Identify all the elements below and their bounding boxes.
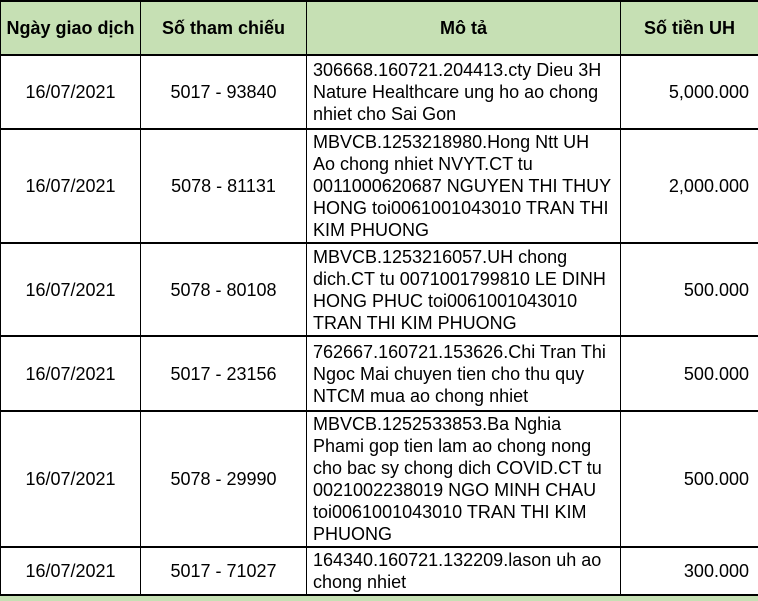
cell-ref: 5017 - 93840 [141,55,307,129]
table-row [1,55,758,129]
cell-date: 16/07/2021 [1,411,141,547]
cell-ref: 5078 - 29990 [141,411,307,547]
header-row [1,1,758,55]
cell-ref: 5078 - 80108 [141,243,307,336]
cell-date: 16/07/2021 [1,243,141,336]
next-row-partial-strip [0,596,758,601]
cell-date: 16/07/2021 [1,336,141,411]
header-cell-amount: Số tiền UH [621,1,758,55]
cell-desc: 306668.160721.204413.cty Dieu 3H Nature Healthcare ung ho ao chong nhiet cho Sai Gon [307,55,621,129]
cell-amount: 500.000 [621,336,758,411]
cell-ref: 5017 - 23156 [141,336,307,411]
cell-desc: 164340.160721.132209.lason uh ao chong nhiet [307,547,621,595]
table-row [1,336,758,411]
table-row [1,129,758,243]
header-cell-desc: Mô tả [307,1,621,55]
table-row [1,243,758,336]
cell-desc: MBVCB.1253218980.Hong Ntt UH Ao chong nhiet NVYT.CT tu 0011000620687 NGUYEN THI THUY HONG toi0061001043010 TRAN THI KIM PHUONG [307,129,621,243]
cell-desc: 762667.160721.153626.Chi Tran Thi Ngoc Mai chuyen tien cho thu quy NTCM mua ao chong nhiet [307,336,621,411]
cell-ref: 5078 - 81131 [141,129,307,243]
cell-amount: 2,000.000 [621,129,758,243]
table-row [1,411,758,547]
cell-date: 16/07/2021 [1,129,141,243]
cell-desc: MBVCB.1252533853.Ba Nghia Phami gop tien lam ao chong nong cho bac sy chong dich COVID.CT tu 0021002238019 NGO MINH CHAU toi0061001043010 TRAN THI KIM PHUONG [307,411,621,547]
cell-ref: 5017 - 71027 [141,547,307,595]
header-cell-ref: Số tham chiếu [141,1,307,55]
cell-desc: MBVCB.1253216057.UH chong dich.CT tu 0071001799810 LE DINH HONG PHUC toi0061001043010 TRAN THI KIM PHUONG [307,243,621,336]
header-cell-date: Ngày giao dịch [1,1,141,55]
cell-amount: 5,000.000 [621,55,758,129]
cell-amount: 500.000 [621,243,758,336]
cell-amount: 300.000 [621,547,758,595]
cell-date: 16/07/2021 [1,547,141,595]
cell-amount: 500.000 [621,411,758,547]
cell-date: 16/07/2021 [1,55,141,129]
